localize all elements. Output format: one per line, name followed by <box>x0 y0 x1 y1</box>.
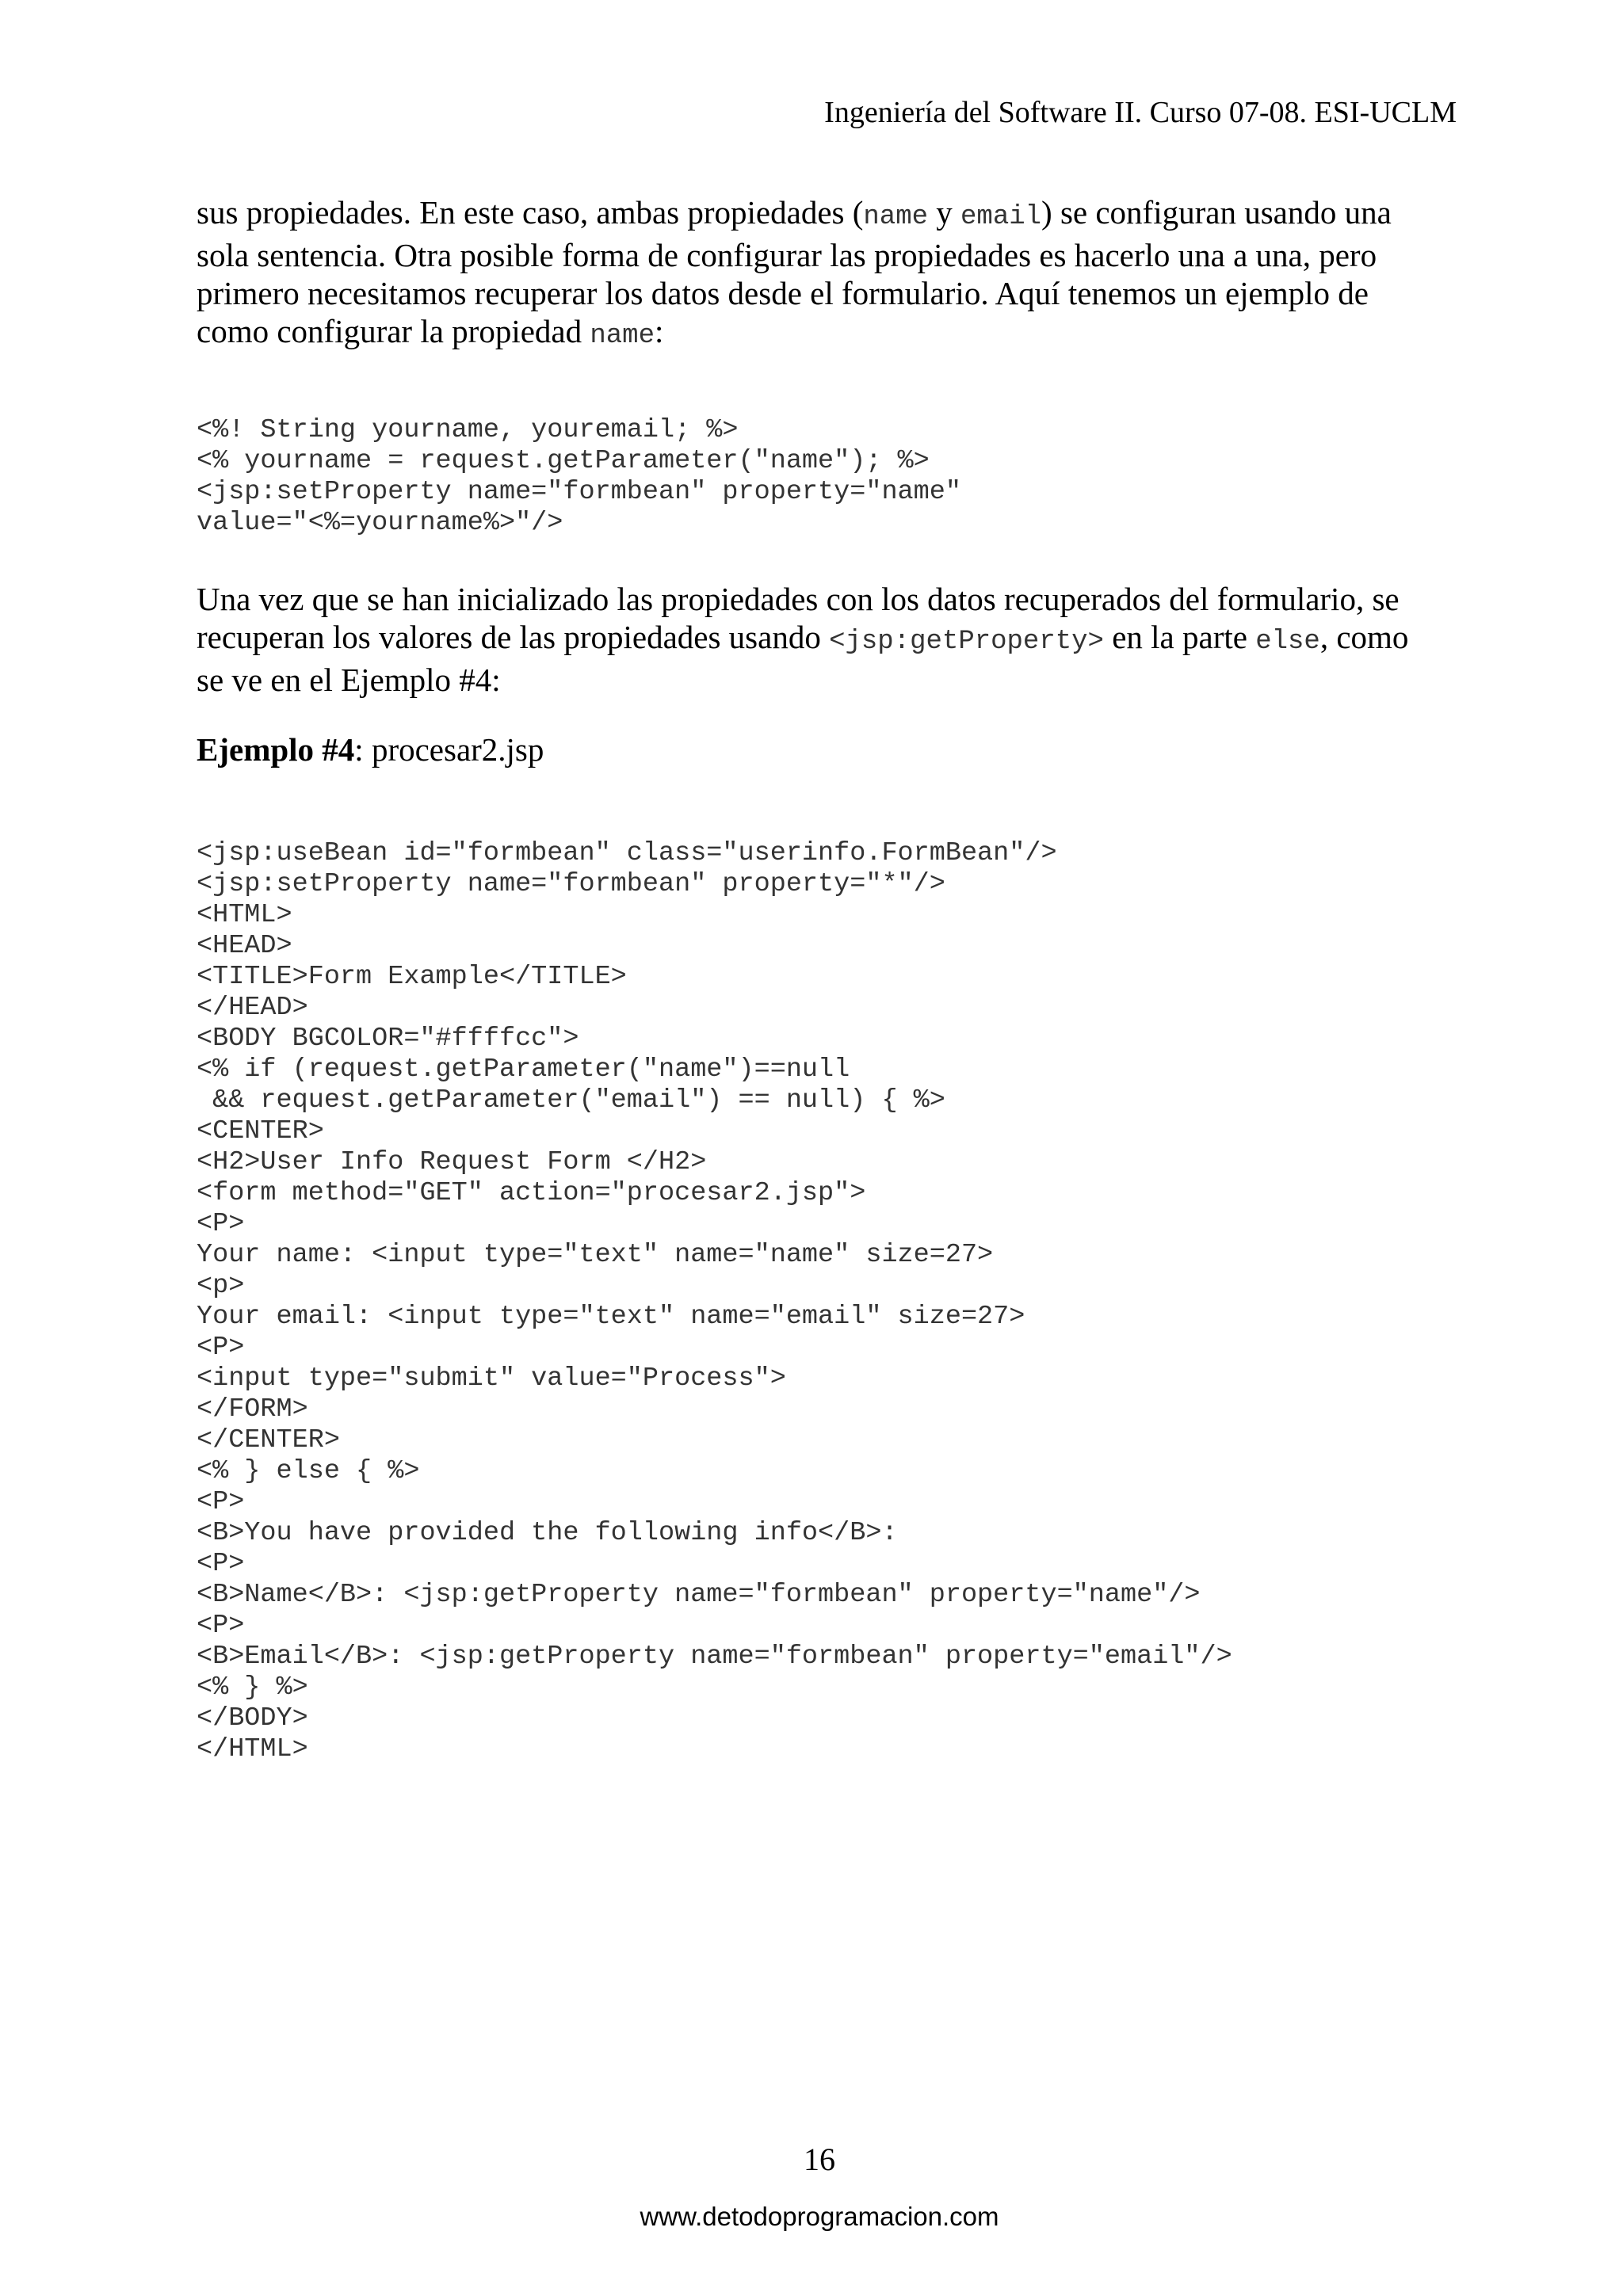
code-line: </HTML> <box>197 1734 308 1764</box>
code-line: <HTML> <box>197 900 292 930</box>
intro-line-3: primero necesitamos recuperar los datos desde el formulario. Aquí tenemos un ejemplo de <box>197 275 1369 311</box>
code-line: <B>You have provided the following info</B>: <box>197 1518 898 1548</box>
example-filename: : procesar2.jsp <box>354 731 544 768</box>
code-block-2 <box>197 838 1449 1765</box>
page-header: Ingeniería del Software II. Curso 07-08. ESI-UCLM <box>824 96 1457 129</box>
code-line: value="<%=yourname%>"/> <box>197 508 563 538</box>
intro-paragraph <box>197 193 1449 355</box>
code-line: </HEAD> <box>197 993 308 1023</box>
code-line: <% if (request.getParameter("name")==null <box>197 1055 850 1085</box>
code-line: <P> <box>197 1611 245 1641</box>
code-line: <B>Email</B>: <jsp:getProperty name="formbean" property="email"/> <box>197 1642 1232 1672</box>
code-line: </BODY> <box>197 1703 308 1733</box>
intro-line-4: como configurar la propiedad name: <box>197 313 664 351</box>
code-line: <P> <box>197 1549 245 1579</box>
explanation-line-3: se ve en el Ejemplo #4: <box>197 662 501 698</box>
example-label: Ejemplo #4 <box>197 731 355 768</box>
explanation-paragraph <box>197 580 1449 699</box>
code-line: && request.getParameter("email") == null) { %> <box>197 1085 945 1116</box>
intro-line-1: sus propiedades. En este caso, ambas propiedades (name y email) se configuran usando una <box>197 194 1392 232</box>
code-line: <CENTER> <box>197 1116 324 1146</box>
explanation-line-2: recuperan los valores de las propiedades usando <jsp:getProperty> en la parte else, como <box>197 619 1409 657</box>
code-line: <p> <box>197 1271 245 1301</box>
code-line: </CENTER> <box>197 1425 340 1455</box>
code-line: <% } else { %> <box>197 1456 420 1486</box>
code-line: <input type="submit" value="Process"> <box>197 1363 786 1394</box>
code-block-1 <box>197 415 1449 539</box>
code-line: </FORM> <box>197 1394 308 1425</box>
code-line: <HEAD> <box>197 931 292 961</box>
code-line: <% yourname = request.getParameter("name"); %> <box>197 446 930 476</box>
example-title <box>197 730 1449 769</box>
inline-code-else: else <box>1255 627 1320 657</box>
code-line: <TITLE>Form Example</TITLE> <box>197 962 627 992</box>
intro-line-2: sola sentencia. Otra posible forma de configurar las propiedades es hacerlo una a una, pero <box>197 237 1377 273</box>
code-line: <P> <box>197 1333 245 1363</box>
code-line: <form method="GET" action="procesar2.jsp"> <box>197 1178 866 1208</box>
inline-code-getproperty: <jsp:getProperty> <box>829 627 1104 657</box>
explanation-line-1: Una vez que se han inicializado las propiedades con los datos recuperados del formulario, se <box>197 581 1400 617</box>
code-line: <B>Name</B>: <jsp:getProperty name="formbean" property="name"/> <box>197 1580 1201 1610</box>
code-line: <% } %> <box>197 1672 308 1703</box>
code-line: <P> <box>197 1487 245 1517</box>
inline-code-name: name <box>590 321 655 351</box>
code-line: <H2>User Info Request Form </H2> <box>197 1147 707 1177</box>
code-line: <BODY BGCOLOR="#ffffcc"> <box>197 1024 579 1054</box>
code-line: Your email: <input type="text" name="email" size=27> <box>197 1302 1025 1332</box>
code-line: Your name: <input type="text" name="name" size=27> <box>197 1240 994 1270</box>
inline-code-email: email <box>960 202 1042 232</box>
page-number: 16 <box>804 2142 835 2177</box>
footer-url: www.detodoprogramacion.com <box>640 2202 999 2231</box>
code-line: <jsp:setProperty name="formbean" property="*"/> <box>197 869 945 899</box>
code-line: <%! String yourname, youremail; %> <box>197 415 739 445</box>
code-line: <jsp:setProperty name="formbean" property="name" <box>197 477 961 507</box>
inline-code-name: name <box>863 202 929 232</box>
code-line: <jsp:useBean id="formbean" class="userinfo.FormBean"/> <box>197 838 1057 868</box>
code-line: <P> <box>197 1209 245 1239</box>
